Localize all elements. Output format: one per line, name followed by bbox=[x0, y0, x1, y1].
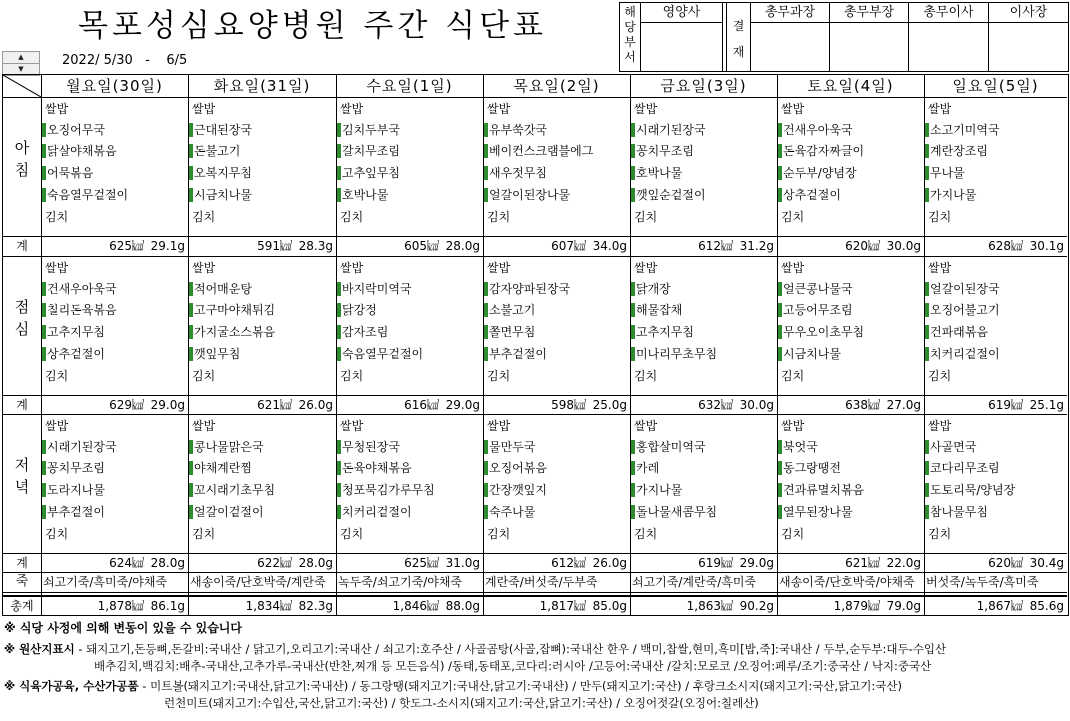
day-header: 화요일(31일) bbox=[213, 77, 311, 95]
subtotal-protein: 31.2g bbox=[739, 239, 774, 253]
menu-item: 김치 bbox=[781, 527, 805, 541]
subtotal-kcal: 629㎉ bbox=[109, 398, 144, 412]
approval-sign-header-text: 결 재 bbox=[732, 19, 745, 59]
menu-item: 베이컨스크램블에그 bbox=[484, 144, 593, 158]
menu-item: 동그랑땡전 bbox=[778, 461, 841, 475]
menu-item: 호박나물 bbox=[631, 166, 682, 180]
approval-role-label: 총무과장 bbox=[751, 3, 830, 23]
menu-item: 적어매운탕 bbox=[189, 282, 252, 296]
menu-item: 근대된장국 bbox=[189, 123, 252, 137]
menu-item: 사골면국 bbox=[925, 440, 976, 454]
menu-item: 오징어불고기 bbox=[925, 303, 1000, 317]
total-kcal: 1,834㎉ bbox=[245, 599, 292, 613]
subtotal-protein: 30.1g bbox=[1029, 239, 1064, 253]
subtotal-kcal: 620㎉ bbox=[988, 556, 1023, 570]
subtotal-protein: 29.0g bbox=[445, 398, 480, 412]
menu-item: 상추겉절이 bbox=[778, 188, 841, 202]
menu-item: 꽁치무조림 bbox=[631, 144, 694, 158]
menu-item: 치커리겉절이 bbox=[925, 347, 1000, 361]
subtotal-cell bbox=[483, 395, 630, 415]
menu-item: 참나물무침 bbox=[925, 505, 988, 519]
day-header: 일요일(5일) bbox=[952, 77, 1039, 95]
total-kcal: 1,878㎉ bbox=[97, 599, 144, 613]
menu-item: 김치 bbox=[340, 527, 364, 541]
porridge-cell: 새송이죽/단호박죽/계란죽 bbox=[190, 575, 326, 589]
menu-item: 감자양파된장국 bbox=[484, 282, 570, 296]
day-header: 월요일(30일) bbox=[66, 77, 163, 95]
menu-item: 쌀밥 bbox=[928, 419, 952, 433]
menu-item: 쌀밥 bbox=[634, 102, 658, 116]
subtotal-kcal: 625㎉ bbox=[109, 239, 144, 253]
subtotal-kcal: 598㎉ bbox=[551, 398, 586, 412]
total-kcal: 1,879㎉ bbox=[833, 599, 880, 613]
menu-item: 김치 bbox=[487, 527, 511, 541]
total-cell bbox=[924, 596, 1067, 616]
subtotal-cell bbox=[630, 236, 777, 256]
menu-item: 돈불고기 bbox=[189, 144, 240, 158]
grid-hline bbox=[3, 256, 1067, 257]
subtotal-cell bbox=[777, 236, 924, 256]
total-protein: 85.0g bbox=[592, 599, 627, 613]
menu-item: 상추겉절이 bbox=[42, 347, 105, 361]
subtotal-cell bbox=[188, 395, 336, 415]
subtotal-kcal: 632㎉ bbox=[698, 398, 733, 412]
subtotal-kcal: 619㎉ bbox=[698, 556, 733, 570]
subtotal-protein: 26.0g bbox=[298, 398, 333, 412]
subtotal-kcal: 605㎉ bbox=[404, 239, 439, 253]
menu-item: 닭개장 bbox=[631, 282, 671, 296]
day-header: 목요일(2일) bbox=[513, 77, 600, 95]
total-kcal: 1,867㎉ bbox=[976, 599, 1023, 613]
menu-item: 김치 bbox=[928, 527, 952, 541]
menu-item: 가지굴소스볶음 bbox=[189, 325, 275, 339]
porridge-cell: 녹두죽/쇠고기죽/야채죽 bbox=[338, 575, 463, 589]
subtotal-protein: 22.0g bbox=[886, 556, 921, 570]
note-line: 배추김치,백김치:배추-국내산,고추가루-국내산(반찬,찌개 등 모든음식) /동태,동태포,코다리:러시아 /고등어:국내산 /갈치:모로코 /오징어:페루/조기:중국산 / 낙지:중국산 bbox=[94, 659, 932, 673]
menu-item: 새우젓무침 bbox=[484, 166, 547, 180]
menu-item: 꽁치무조림 bbox=[42, 461, 105, 475]
menu-item: 돈육야채볶음 bbox=[337, 461, 412, 475]
menu-item: 고추지무침 bbox=[42, 325, 105, 339]
approval-role-label: 이사장 bbox=[989, 3, 1068, 23]
subtotal-kcal: 612㎉ bbox=[551, 556, 586, 570]
menu-item: 숙음열무겉절이 bbox=[337, 347, 423, 361]
subtotal-protein: 26.0g bbox=[592, 556, 627, 570]
subtotal-protein: 34.0g bbox=[592, 239, 627, 253]
menu-item: 얼갈이된장국 bbox=[925, 282, 1000, 296]
subtotal-protein: 28.0g bbox=[298, 556, 333, 570]
subtotal-cell bbox=[336, 395, 483, 415]
menu-item: 홍합살미역국 bbox=[631, 440, 706, 454]
approval-dept-header bbox=[620, 3, 641, 71]
total-kcal: 1,863㎉ bbox=[686, 599, 733, 613]
menu-item: 쌀밥 bbox=[340, 419, 364, 433]
menu-item: 쌀밥 bbox=[487, 419, 511, 433]
menu-item: 오징어볶음 bbox=[484, 461, 547, 475]
subtotal-protein: 28.3g bbox=[298, 239, 333, 253]
menu-item: 김치 bbox=[45, 369, 69, 383]
subtotal-cell bbox=[924, 553, 1067, 573]
total-cell bbox=[483, 596, 630, 616]
menu-item: 쌀밥 bbox=[634, 419, 658, 433]
menu-item: 치커리겉절이 bbox=[337, 505, 412, 519]
subtotal-protein: 25.0g bbox=[592, 398, 627, 412]
menu-item: 부추겉절이 bbox=[42, 505, 105, 519]
menu-item: 건새우아욱국 bbox=[778, 123, 853, 137]
menu-item: 김치 bbox=[45, 527, 69, 541]
menu-item: 오복지무침 bbox=[189, 166, 252, 180]
menu-item: 바지락미역국 bbox=[337, 282, 412, 296]
menu-item: 김치 bbox=[340, 210, 364, 224]
menu-item: 김치 bbox=[781, 369, 805, 383]
menu-item: 갈치무조림 bbox=[337, 144, 400, 158]
total-protein: 82.3g bbox=[298, 599, 333, 613]
subtotal-kcal: 625㎉ bbox=[404, 556, 439, 570]
approval-sign-box[interactable] bbox=[989, 23, 1068, 71]
menu-item: 숙주나물 bbox=[484, 505, 535, 519]
menu-item: 쌀밥 bbox=[192, 102, 216, 116]
menu-item: 콩나물맑은국 bbox=[189, 440, 264, 454]
approval-role-label: 총무부장 bbox=[830, 3, 909, 23]
subtotal-cell bbox=[777, 395, 924, 415]
menu-item: 호박나물 bbox=[337, 188, 388, 202]
subtotal-kcal: 628㎉ bbox=[988, 239, 1023, 253]
note-line: ※ 식당 사정에 의해 변동이 있을 수 있습니다 bbox=[4, 621, 242, 635]
menu-item: 김치 bbox=[634, 527, 658, 541]
menu-item: 김치 bbox=[192, 210, 216, 224]
menu-item: 시래기된장국 bbox=[631, 123, 706, 137]
menu-item: 어묵볶음 bbox=[42, 166, 93, 180]
subtotal-cell bbox=[188, 236, 336, 256]
total-protein: 86.1g bbox=[150, 599, 185, 613]
menu-item: 소고기미역국 bbox=[925, 123, 1000, 137]
menu-item: 깻잎순겉절이 bbox=[631, 188, 706, 202]
menu-item: 가지나물 bbox=[631, 483, 682, 497]
subtotal-protein: 28.0g bbox=[150, 556, 185, 570]
subtotal-protein: 29.0g bbox=[739, 556, 774, 570]
spinner-down-button[interactable]: ▼ bbox=[2, 63, 40, 76]
approval-role-label: 총무이사 bbox=[909, 3, 989, 23]
menu-item: 김치 bbox=[928, 369, 952, 383]
grid-hline bbox=[3, 97, 1067, 98]
subtotal-label: 계 bbox=[16, 556, 28, 570]
approval-sign-header bbox=[727, 3, 751, 71]
menu-item: 청포묵김가루무침 bbox=[337, 483, 435, 497]
approval-sign-box[interactable] bbox=[751, 23, 830, 71]
menu-table bbox=[2, 74, 1069, 616]
day-header: 토요일(4일) bbox=[807, 77, 894, 95]
subtotal-cell bbox=[188, 553, 336, 573]
menu-item: 김치 bbox=[928, 210, 952, 224]
menu-item: 김치 bbox=[487, 369, 511, 383]
total-protein: 79.0g bbox=[886, 599, 921, 613]
subtotal-kcal: 616㎉ bbox=[404, 398, 439, 412]
meal-label: 아 침 bbox=[14, 139, 30, 179]
subtotal-protein: 29.1g bbox=[150, 239, 185, 253]
subtotal-cell bbox=[483, 553, 630, 573]
total-label: 총계 bbox=[10, 599, 34, 613]
porridge-cell: 쇠고기죽/흑미죽/야채죽 bbox=[43, 575, 168, 589]
menu-item: 북엇국 bbox=[778, 440, 818, 454]
subtotal-protein: 30.0g bbox=[886, 239, 921, 253]
menu-item: 쌀밥 bbox=[634, 261, 658, 275]
menu-item: 깻잎무침 bbox=[189, 347, 240, 361]
menu-item: 닭강정 bbox=[337, 303, 377, 317]
menu-item: 소불고기 bbox=[484, 303, 535, 317]
note-text: - 미트볼(돼지고기:국내산,닭고기:국내산) / 동그랑땡(돼지고기:국내산,닭고기:국내산) / 만두(돼지고기:국산) / 후랑크소시지(돼지고기:국산,닭고기:국산) bbox=[138, 679, 902, 693]
menu-item: 건파래볶음 bbox=[925, 325, 988, 339]
subtotal-cell bbox=[630, 553, 777, 573]
meal-label: 저 녁 bbox=[14, 456, 30, 496]
menu-item: 쌀밥 bbox=[45, 102, 69, 116]
porridge-cell: 새송이죽/단호박죽/야채죽 bbox=[779, 575, 915, 589]
subtotal-kcal: 620㎉ bbox=[845, 239, 880, 253]
menu-item: 물만두국 bbox=[484, 440, 535, 454]
day-header: 수요일(1일) bbox=[366, 77, 453, 95]
menu-item: 김치두부국 bbox=[337, 123, 400, 137]
menu-item: 도토리묵/양념장 bbox=[925, 483, 1015, 497]
subtotal-cell bbox=[41, 236, 188, 256]
menu-item: 돌나물새콤무침 bbox=[631, 505, 717, 519]
menu-item: 오징어무국 bbox=[42, 123, 105, 137]
approval-sign-box[interactable] bbox=[830, 23, 909, 71]
menu-item: 카레 bbox=[631, 461, 659, 475]
menu-item: 쫄면무침 bbox=[484, 325, 535, 339]
date-range: 2022/ 5/30 - 6/5 bbox=[62, 53, 188, 68]
menu-item: 해물잡채 bbox=[631, 303, 682, 317]
subtotal-kcal: 621㎉ bbox=[257, 398, 292, 412]
porridge-label: 죽 bbox=[15, 574, 29, 589]
total-kcal: 1,846㎉ bbox=[392, 599, 439, 613]
menu-item: 꼬시래기초무침 bbox=[189, 483, 275, 497]
menu-item: 김치 bbox=[45, 210, 69, 224]
day-header: 금요일(3일) bbox=[660, 77, 747, 95]
menu-item: 쌀밥 bbox=[928, 102, 952, 116]
total-protein: 88.0g bbox=[445, 599, 480, 613]
menu-item: 계란장조림 bbox=[925, 144, 988, 158]
menu-item: 쌀밥 bbox=[928, 261, 952, 275]
subtotal-protein: 27.0g bbox=[886, 398, 921, 412]
subtotal-cell bbox=[777, 553, 924, 573]
menu-item: 숙음열무겉절이 bbox=[42, 188, 128, 202]
menu-item: 무우오이초무침 bbox=[778, 325, 864, 339]
subtotal-cell bbox=[924, 236, 1067, 256]
menu-item: 고등어무조림 bbox=[778, 303, 853, 317]
menu-item: 닭살야채볶음 bbox=[42, 144, 117, 158]
total-cell bbox=[41, 596, 188, 616]
subtotal-cell bbox=[336, 236, 483, 256]
menu-item: 시금치나물 bbox=[778, 347, 841, 361]
subtotal-protein: 29.0g bbox=[150, 398, 185, 412]
menu-item: 코다리무조림 bbox=[925, 461, 1000, 475]
menu-item: 미나리무초무침 bbox=[631, 347, 717, 361]
menu-item: 견과류멸치볶음 bbox=[778, 483, 864, 497]
menu-item: 얼갈이겉절이 bbox=[189, 505, 264, 519]
menu-item: 고추지무침 bbox=[631, 325, 694, 339]
menu-item: 고추잎무침 bbox=[337, 166, 400, 180]
note-heading: ※ 식육가공육, 수산가공품 bbox=[4, 679, 139, 693]
subtotal-protein: 30.4g bbox=[1029, 556, 1064, 570]
menu-item: 시래기된장국 bbox=[42, 440, 117, 454]
subtotal-label: 계 bbox=[16, 398, 28, 412]
menu-item: 열무된장나물 bbox=[778, 505, 853, 519]
subtotal-kcal: 591㎉ bbox=[257, 239, 292, 253]
menu-item: 김치 bbox=[192, 369, 216, 383]
subtotal-cell bbox=[41, 395, 188, 415]
menu-item: 김치 bbox=[634, 210, 658, 224]
subtotal-kcal: 624㎉ bbox=[109, 556, 144, 570]
menu-item: 김치 bbox=[487, 210, 511, 224]
note-line bbox=[4, 641, 946, 657]
menu-item: 얼갈이된장나물 bbox=[484, 188, 570, 202]
note-line bbox=[4, 678, 902, 694]
menu-item: 김치 bbox=[340, 369, 364, 383]
menu-item: 얼큰콩나물국 bbox=[778, 282, 853, 296]
menu-item: 야채계란찜 bbox=[189, 461, 252, 475]
menu-item: 쌀밥 bbox=[192, 419, 216, 433]
menu-item: 고구마야채튀김 bbox=[189, 303, 275, 317]
subtotal-protein: 28.0g bbox=[445, 239, 480, 253]
menu-item: 순두부/양념장 bbox=[778, 166, 857, 180]
menu-item: 시금치나물 bbox=[189, 188, 252, 202]
menu-item: 감자조림 bbox=[337, 325, 388, 339]
approval-dept-header-text: 해 당 부 서 bbox=[624, 5, 636, 64]
note-line: 런천미트(돼지고기:수입산,국산,닭고기:국산) / 핫도그-소시지(돼지고기:국산,닭고기:국산) / 오징어젓갈(오징어:칠레산) bbox=[164, 696, 759, 710]
menu-item: 건새우아욱국 bbox=[42, 282, 117, 296]
menu-item: 김치 bbox=[781, 210, 805, 224]
total-cell bbox=[630, 596, 777, 616]
subtotal-kcal: 607㎉ bbox=[551, 239, 586, 253]
meal-label: 점 심 bbox=[14, 298, 30, 338]
subtotal-cell bbox=[336, 553, 483, 573]
subtotal-kcal: 619㎉ bbox=[988, 398, 1023, 412]
subtotal-cell bbox=[924, 395, 1067, 415]
note-text: - 돼지고기,돈등뼈,돈갈비:국내산 / 닭고기,오리고기:국내산 / 쇠고기:호주산 / 사골곰탕(사골,잡뼈):국내산 한우 / 백미,찹쌀,현미,흑미[밥,죽]:국내산 / 두부,순두부:대두-수입산 bbox=[74, 642, 947, 656]
porridge-cell: 버섯죽/녹두죽/흑미죽 bbox=[926, 575, 1039, 589]
menu-item: 쌀밥 bbox=[487, 102, 511, 116]
subtotal-kcal: 621㎉ bbox=[845, 556, 880, 570]
corner-diagonal bbox=[3, 75, 41, 97]
total-kcal: 1,817㎉ bbox=[539, 599, 586, 613]
total-cell bbox=[336, 596, 483, 616]
menu-item: 가지나물 bbox=[925, 188, 976, 202]
menu-item: 김치 bbox=[634, 369, 658, 383]
menu-item: 쌀밥 bbox=[340, 261, 364, 275]
porridge-cell: 쇠고기죽/계란죽/흑미죽 bbox=[632, 575, 757, 589]
porridge-cell: 계란죽/버섯죽/두부죽 bbox=[485, 575, 598, 589]
total-protein: 90.2g bbox=[739, 599, 774, 613]
approval-dietitian-label: 영양사 bbox=[641, 3, 723, 23]
subtotal-kcal: 638㎉ bbox=[845, 398, 880, 412]
menu-item: 쌀밥 bbox=[487, 261, 511, 275]
menu-item: 간장깻잎지 bbox=[484, 483, 547, 497]
approval-sign-box[interactable] bbox=[909, 23, 989, 71]
subtotal-cell bbox=[483, 236, 630, 256]
menu-item: 도라지나물 bbox=[42, 483, 105, 497]
note-heading: ※ 원산지표시 bbox=[4, 642, 75, 656]
page-title: 목포성심요양병원 주간 식단표 bbox=[78, 8, 548, 44]
menu-item: 김치 bbox=[192, 527, 216, 541]
subtotal-kcal: 622㎉ bbox=[257, 556, 292, 570]
subtotal-protein: 30.0g bbox=[739, 398, 774, 412]
menu-item: 쌀밥 bbox=[781, 102, 805, 116]
menu-item: 쌀밥 bbox=[781, 419, 805, 433]
menu-item: 부추겉절이 bbox=[484, 347, 547, 361]
subtotal-cell bbox=[630, 395, 777, 415]
menu-item: 무청된장국 bbox=[337, 440, 400, 454]
menu-item: 쌀밥 bbox=[45, 261, 69, 275]
subtotal-label: 계 bbox=[16, 239, 28, 253]
approval-box bbox=[619, 2, 1069, 72]
subtotal-cell bbox=[41, 553, 188, 573]
total-protein: 85.6g bbox=[1029, 599, 1064, 613]
spinner-up-button[interactable]: ▲ bbox=[2, 51, 40, 64]
menu-item: 쌀밥 bbox=[340, 102, 364, 116]
menu-item: 돈육감자짜글이 bbox=[778, 144, 864, 158]
subtotal-kcal: 612㎉ bbox=[698, 239, 733, 253]
approval-dietitian-sign[interactable] bbox=[641, 23, 723, 71]
subtotal-protein: 25.1g bbox=[1029, 398, 1064, 412]
total-cell bbox=[777, 596, 924, 616]
grid-hline bbox=[3, 592, 1067, 593]
total-cell bbox=[188, 596, 336, 616]
menu-item: 무나물 bbox=[925, 166, 965, 180]
menu-item: 쌀밥 bbox=[781, 261, 805, 275]
menu-item: 쌀밥 bbox=[192, 261, 216, 275]
subtotal-protein: 31.0g bbox=[445, 556, 480, 570]
menu-item: 쌀밥 bbox=[45, 419, 69, 433]
menu-item: 칠리돈육볶음 bbox=[42, 303, 117, 317]
menu-item: 유부쑥갓국 bbox=[484, 123, 547, 137]
